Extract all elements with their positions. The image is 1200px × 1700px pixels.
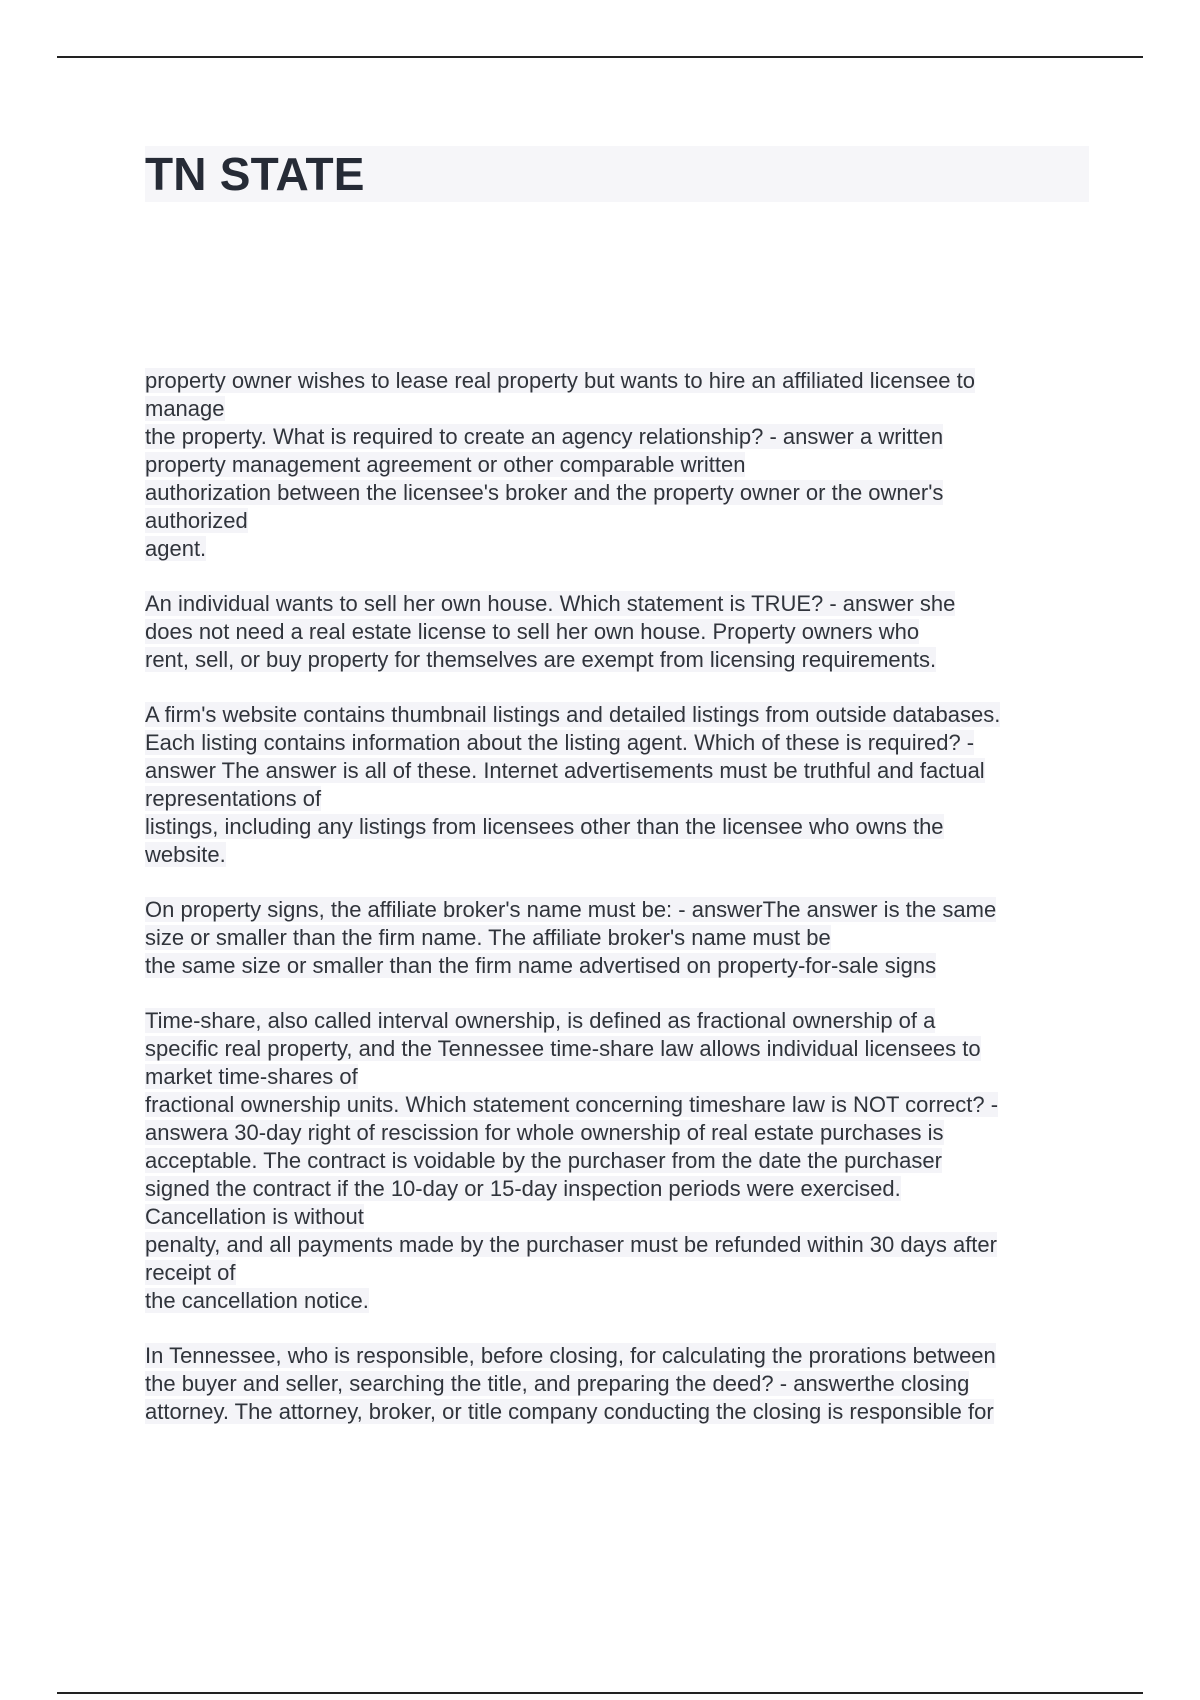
text-line-content: specific real property, and the Tennessee time-share law allows individual licensees to: [145, 1036, 981, 1061]
text-line-content: answera 30-day right of rescission for whole ownership of real estate purchases is: [145, 1120, 944, 1145]
text-line-content: agent.: [145, 536, 207, 561]
text-line: [145, 395, 1095, 423]
qa-block: [145, 1007, 1095, 1315]
text-line: [145, 618, 1095, 646]
text-line-content: signed the contract if the 10-day or 15-day inspection periods were exercised.: [145, 1176, 901, 1201]
text-line-content: representations of: [145, 786, 322, 811]
text-line-content: listings, including any listings from licensees other than the licensee who owns the: [145, 814, 944, 839]
text-line: [145, 1370, 1095, 1398]
text-line: [145, 1035, 1095, 1063]
text-line: [145, 1091, 1095, 1119]
text-line-content: website.: [145, 842, 226, 867]
text-line-content: receipt of: [145, 1260, 236, 1285]
qa-block: [145, 701, 1095, 869]
text-line: [145, 590, 1095, 618]
qa-block: [145, 590, 1095, 674]
text-line: [145, 507, 1095, 535]
text-line: [145, 1287, 1095, 1315]
document-title: TN STATE: [145, 146, 1089, 202]
text-line-content: the property. What is required to create an agency relationship? - answer a written: [145, 424, 944, 449]
text-line-content: rent, sell, or buy property for themselves are exempt from licensing requirements.: [145, 647, 937, 672]
text-line: [145, 1175, 1095, 1203]
text-line-content: attorney. The attorney, broker, or title company conducting the closing is responsible for: [145, 1399, 994, 1424]
text-line: [145, 535, 1095, 563]
text-line-content: Cancellation is without: [145, 1204, 364, 1229]
text-line-content: market time-shares of: [145, 1064, 358, 1089]
text-line-content: the cancellation notice.: [145, 1288, 369, 1313]
text-line: [145, 924, 1095, 952]
text-line: [145, 1398, 1095, 1426]
text-line: [145, 367, 1095, 395]
text-line-content: On property signs, the affiliate broker's name must be: - answerThe answer is the same: [145, 897, 997, 922]
text-line-content: penalty, and all payments made by the purchaser must be refunded within 30 days after: [145, 1232, 997, 1257]
text-line-content: the buyer and seller, searching the title, and preparing the deed? - answerthe closing: [145, 1371, 970, 1396]
text-line: [145, 785, 1095, 813]
text-line: [145, 1342, 1095, 1370]
text-line-content: property management agreement or other comparable written: [145, 452, 746, 477]
text-line-content: authorized: [145, 508, 248, 533]
text-line-content: does not need a real estate license to sell her own house. Property owners who: [145, 619, 920, 644]
text-line-content: manage: [145, 396, 225, 421]
text-line-content: the same size or smaller than the firm name advertised on property-for-sale signs: [145, 953, 937, 978]
qa-block: [145, 896, 1095, 980]
document-body: [145, 367, 1095, 1453]
text-line: [145, 1063, 1095, 1091]
text-line-content: authorization between the licensee's broker and the property owner or the owner's: [145, 480, 944, 505]
text-line: [145, 1259, 1095, 1287]
text-line: [145, 1007, 1095, 1035]
text-line-content: property owner wishes to lease real property but wants to hire an affiliated licensee to: [145, 368, 975, 393]
text-line: [145, 813, 1095, 841]
text-line: [145, 479, 1095, 507]
text-line: [145, 451, 1095, 479]
text-line: [145, 757, 1095, 785]
qa-block: [145, 1342, 1095, 1426]
bottom-rule: [57, 1692, 1143, 1694]
top-rule: [57, 56, 1143, 58]
text-line: [145, 1231, 1095, 1259]
text-line-content: A firm's website contains thumbnail listings and detailed listings from outside databases.: [145, 702, 1001, 727]
text-line-content: acceptable. The contract is voidable by the purchaser from the date the purchaser: [145, 1148, 942, 1173]
text-line-content: answer The answer is all of these. Internet advertisements must be truthful and factual: [145, 758, 985, 783]
text-line-content: Time-share, also called interval ownership, is defined as fractional ownership of a: [145, 1008, 936, 1033]
text-line: [145, 701, 1095, 729]
text-line-content: size or smaller than the firm name. The affiliate broker's name must be: [145, 925, 831, 950]
text-line: [145, 952, 1095, 980]
text-line: [145, 1147, 1095, 1175]
text-line-content: Each listing contains information about the listing agent. Which of these is required? -: [145, 730, 975, 755]
text-line-content: An individual wants to sell her own house. Which statement is TRUE? - answer she: [145, 591, 956, 616]
text-line: [145, 896, 1095, 924]
text-line-content: fractional ownership units. Which statement concerning timeshare law is NOT correct? -: [145, 1092, 999, 1117]
text-line: [145, 1119, 1095, 1147]
qa-block: [145, 367, 1095, 563]
text-line: [145, 423, 1095, 451]
text-line: [145, 729, 1095, 757]
text-line: [145, 646, 1095, 674]
text-line: [145, 1203, 1095, 1231]
text-line: [145, 841, 1095, 869]
text-line-content: In Tennessee, who is responsible, before closing, for calculating the prorations between: [145, 1343, 996, 1368]
